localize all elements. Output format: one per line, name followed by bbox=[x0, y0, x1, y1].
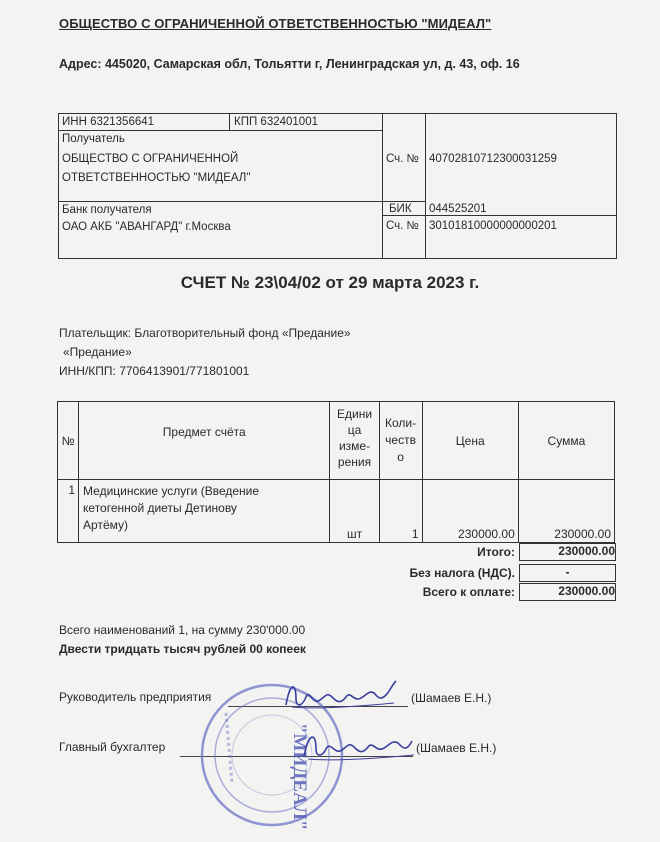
org-title: ОБЩЕСТВО С ОГРАНИЧЕННОЙ ОТВЕТСТВЕННОСТЬЮ "МИДЕАЛ" bbox=[59, 16, 492, 31]
payer-inn-kpp: ИНН/КПП: 7706413901/771801001 bbox=[59, 364, 250, 378]
accountant-label: Главный бухгалтер bbox=[59, 740, 166, 754]
accountant-signature bbox=[300, 727, 420, 767]
row-sum: 230000.00 bbox=[518, 480, 614, 543]
summary-count-line: Всего наименований 1, на сумму 230'000.00 bbox=[59, 623, 306, 637]
recipient-line-1: ОБЩЕСТВО С ОГРАНИЧЕННОЙ bbox=[62, 153, 239, 165]
col-qty-header: Коли- честв о bbox=[379, 402, 422, 480]
recipient-label: Получатель bbox=[62, 133, 125, 145]
account-label: Сч. № bbox=[386, 153, 419, 165]
vat-label: Без налога (НДС). bbox=[409, 566, 515, 580]
items-table bbox=[57, 401, 615, 543]
col-sum-header: Сумма bbox=[518, 402, 614, 480]
account-number: 40702810712300031259 bbox=[429, 153, 557, 165]
bik-label: БИК bbox=[389, 203, 412, 215]
col-price-header: Цена bbox=[422, 402, 518, 480]
payer-block bbox=[59, 324, 351, 381]
summary-block bbox=[59, 621, 306, 659]
invoice-title: СЧЕТ № 23\04/02 от 29 марта 2023 г. bbox=[180, 273, 480, 292]
pay-label: Всего к оплате: bbox=[422, 585, 515, 599]
inn: ИНН 6321356641 bbox=[62, 116, 155, 128]
row-subject: Медицинские услуги (Введение кетогенной диеты Детинову Артёму) bbox=[79, 480, 330, 543]
bik-value: 044525201 bbox=[429, 203, 487, 215]
director-signature bbox=[282, 677, 402, 717]
bank-label: Банк получателя bbox=[62, 204, 152, 216]
accountant-name: (Шамаев Е.Н.) bbox=[416, 741, 497, 755]
col-unit-header: Едини ца изме- рения bbox=[330, 402, 379, 480]
row-unit: шт bbox=[330, 480, 379, 543]
bank-name: ОАО АКБ "АВАНГАРД" г.Москва bbox=[62, 221, 231, 233]
row-qty: 1 bbox=[379, 480, 422, 543]
row-price: 230000.00 bbox=[422, 480, 518, 543]
summary-amount-words: Двести тридцать тысяч рублей 00 копеек bbox=[59, 642, 306, 656]
vat-value: - bbox=[519, 564, 616, 582]
kpp: КПП 632401001 bbox=[234, 116, 318, 128]
corr-account-label: Сч. № bbox=[386, 220, 419, 232]
director-name: (Шамаев Е.Н.) bbox=[411, 691, 492, 705]
seal-center-text: "МИДЕАЛ" bbox=[289, 723, 310, 831]
corr-account-number: 30101810000000000201 bbox=[429, 220, 557, 232]
table-row bbox=[58, 480, 615, 543]
pay-value: 230000.00 bbox=[519, 583, 616, 601]
payer-line-2: «Предание» bbox=[63, 345, 132, 359]
payer-line-1: Плательщик: Благотворительный фонд «Предание» bbox=[59, 326, 351, 340]
director-label: Руководитель предприятия bbox=[59, 690, 212, 704]
row-no: 1 bbox=[58, 480, 79, 543]
bank-requisites bbox=[58, 113, 617, 259]
table-header-row bbox=[58, 402, 615, 480]
total-value: 230000.00 bbox=[519, 543, 616, 561]
total-label: Итого: bbox=[477, 545, 515, 559]
col-no-header: № bbox=[58, 402, 79, 480]
org-address: Адрес: 445020, Самарская обл, Тольятти г, Ленинградская ул, д. 43, оф. 16 bbox=[59, 57, 520, 71]
recipient-line-2: ОТВЕТСТВЕННОСТЬЮ "МИДЕАЛ" bbox=[62, 172, 251, 184]
col-subject-header: Предмет счёта bbox=[79, 402, 330, 480]
